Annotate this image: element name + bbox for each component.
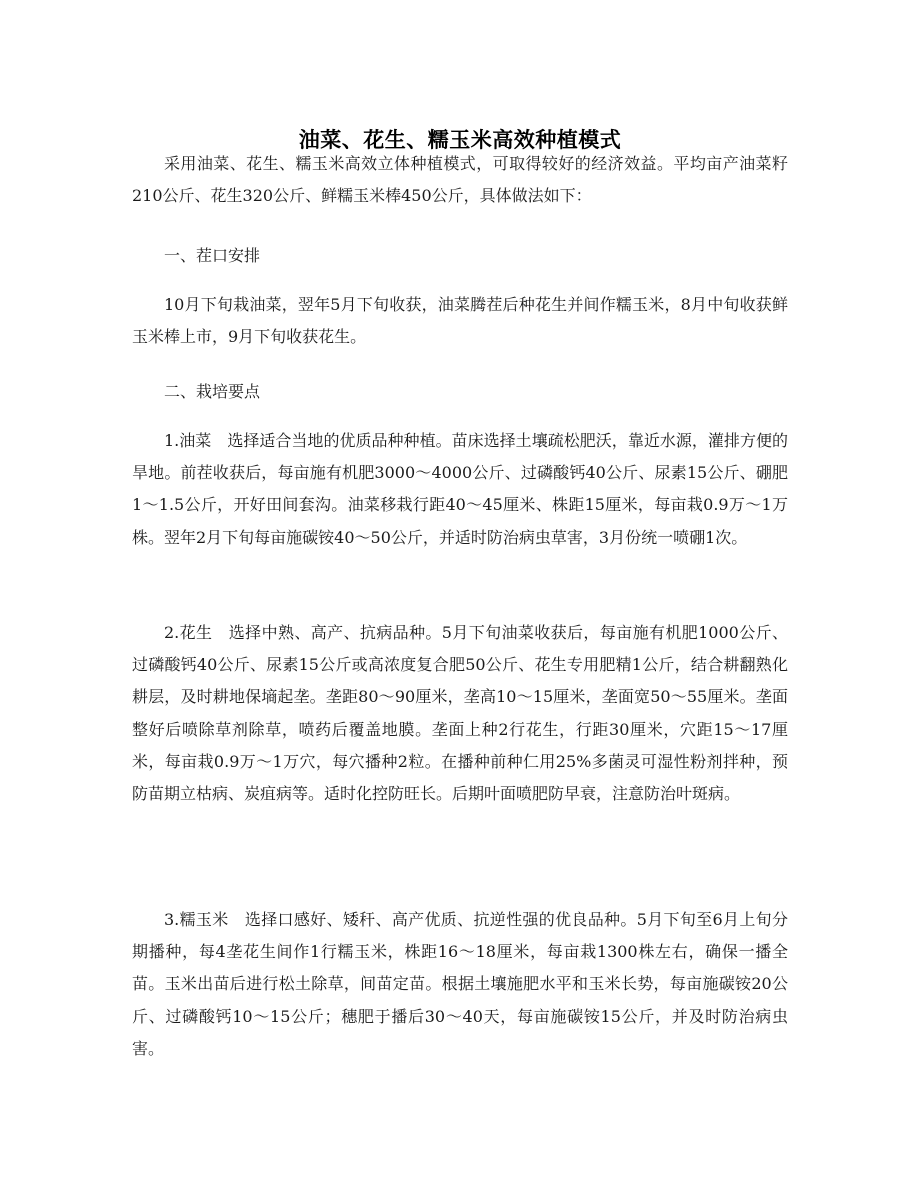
document-title: 油菜、花生、糯玉米高效种植模式	[298, 128, 622, 153]
section-heading-arrangement: 一、茬口安排	[164, 246, 261, 265]
item-paragraph-rapeseed: 1.油菜 选择适合当地的优质品种种植。苗床选择土壤疏松肥沃，靠近水源，灌排方便的旱地。前茬收获后，每亩施有机肥3000～4000公斤、过磷酸钙40公斤、尿素15公斤、硼肥1～1.5公斤，开好田间套沟。油菜移栽行距40～45厘米、株距15厘米，每亩栽0.9万～1万株。翌年2月下旬每亩施碳铵40～50公斤，并适时防治病虫草害，3月份统一喷硼1次。	[132, 431, 788, 547]
item-paragraph-waxy-corn: 3.糯玉米 选择口感好、矮秆、高产优质、抗逆性强的优良品种。5月下旬至6月上旬分期播种，每4垄花生间作1行糯玉米，株距16～18厘米，每亩栽1300株左右，确保一播全苗。玉米出苗后进行松土除草，间苗定苗。根据土壤施肥水平和玉米长势，每亩施碳铵20公斤、过磷酸钙10～15公斤；穗肥于播后30～40天，每亩施碳铵15公斤，并及时防治病虫害。	[132, 910, 788, 1058]
intro-paragraph: 采用油菜、花生、糯玉米高效立体种植模式，可取得较好的经济效益。平均亩产油菜籽210公斤、花生320公斤、鲜糯玉米棒450公斤，具体做法如下：	[132, 154, 788, 206]
item-paragraph-peanut: 2.花生 选择中熟、高产、抗病品种。5月下旬油菜收获后，每亩施有机肥1000公斤、过磷酸钙40公斤、尿素15公斤或高浓度复合肥50公斤、花生专用肥精1公斤，结合耕翻熟化耕层，及时耕地保墒起垄。垄距80～90厘米，垄高10～15厘米，垄面宽50～55厘米。垄面整好后喷除草剂除草，喷药后覆盖地膜。垄面上种2行花生，行距30厘米，穴距15～17厘米，每亩栽0.9万～1万穴，每穴播种2粒。在播种前种仁用25%多菌灵可湿性粉剂拌种，预防苗期立枯病、炭疽病等。适时化控防旺长。后期叶面喷肥防早衰，注意防治叶斑病。	[132, 623, 788, 804]
section-paragraph-arrangement: 10月下旬栽油菜，翌年5月下旬收获，油菜腾茬后种花生并间作糯玉米，8月中旬收获鲜玉米棒上市，9月下旬收获花生。	[132, 295, 788, 347]
section-heading-cultivation: 二、栽培要点	[164, 382, 261, 401]
